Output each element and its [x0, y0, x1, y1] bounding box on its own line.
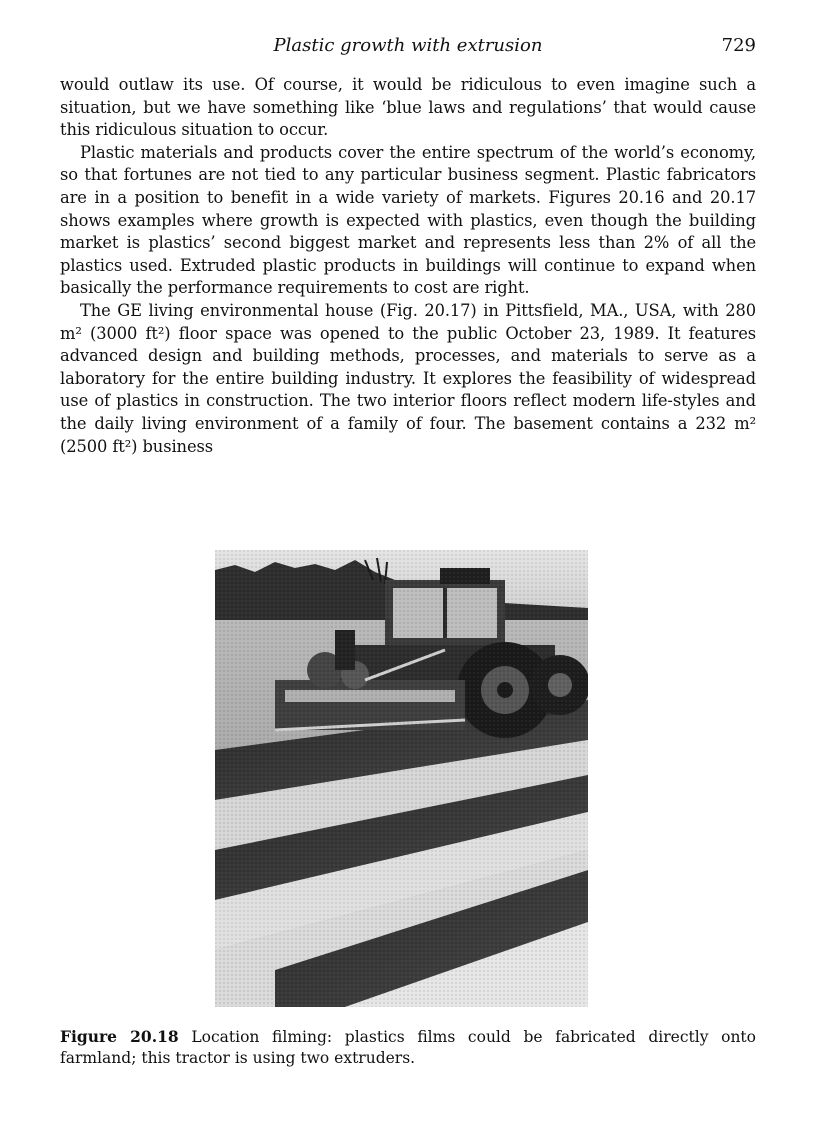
- figure-caption-text: Location filming: plastics films could be fabricated directly onto farmland; this tractor is using two extruders.: [60, 1028, 756, 1067]
- running-title: Plastic growth with extrusion: [273, 35, 543, 56]
- paragraph-2: Plastic materials and products cover the entire spectrum of the world’s economy, so that fortunes are not tied to any particular business segment. Plastic fabricators are in a position to benefit in a wide variety of markets. Figures 20.16 and 20.17 shows examples where growth is expected with plastics, even though the building market is plastics’ second biggest market and represents less than 2% of all the plastics used. Extruded plastic products in buildings will continue to expand when basically the performance requirements to cost are right.: [60, 142, 756, 298]
- tractor-photo-illustration: [215, 550, 588, 1007]
- paragraph-1: would outlaw its use. Of course, it would be ridiculous to even imagine such a situation, but we have something like ‘blue laws and regulations’ that would cause this ridiculous situation to occur.: [60, 75, 756, 140]
- figure-caption: [60, 1026, 756, 1069]
- body-text: [60, 74, 756, 458]
- figure-photo-tractor: [215, 550, 588, 1007]
- page-number: 729: [721, 35, 756, 56]
- running-head: [60, 34, 756, 58]
- paragraph-3: The GE living environmental house (Fig. 20.17) in Pittsfield, MA., USA, with 280 m² (3000 ft²) floor space was opened to the public October 23, 1989. It features advanced design and building methods, processes, and materials to serve as a laboratory for the entire building industry. It explores the feasibility of widespread use of plastics in construction. The two interior floors reflect modern life-styles and the daily living environment of a family of four. The basement contains a 232 m² (2500 ft²) business: [60, 300, 756, 456]
- figure-label: Figure 20.18: [60, 1027, 179, 1046]
